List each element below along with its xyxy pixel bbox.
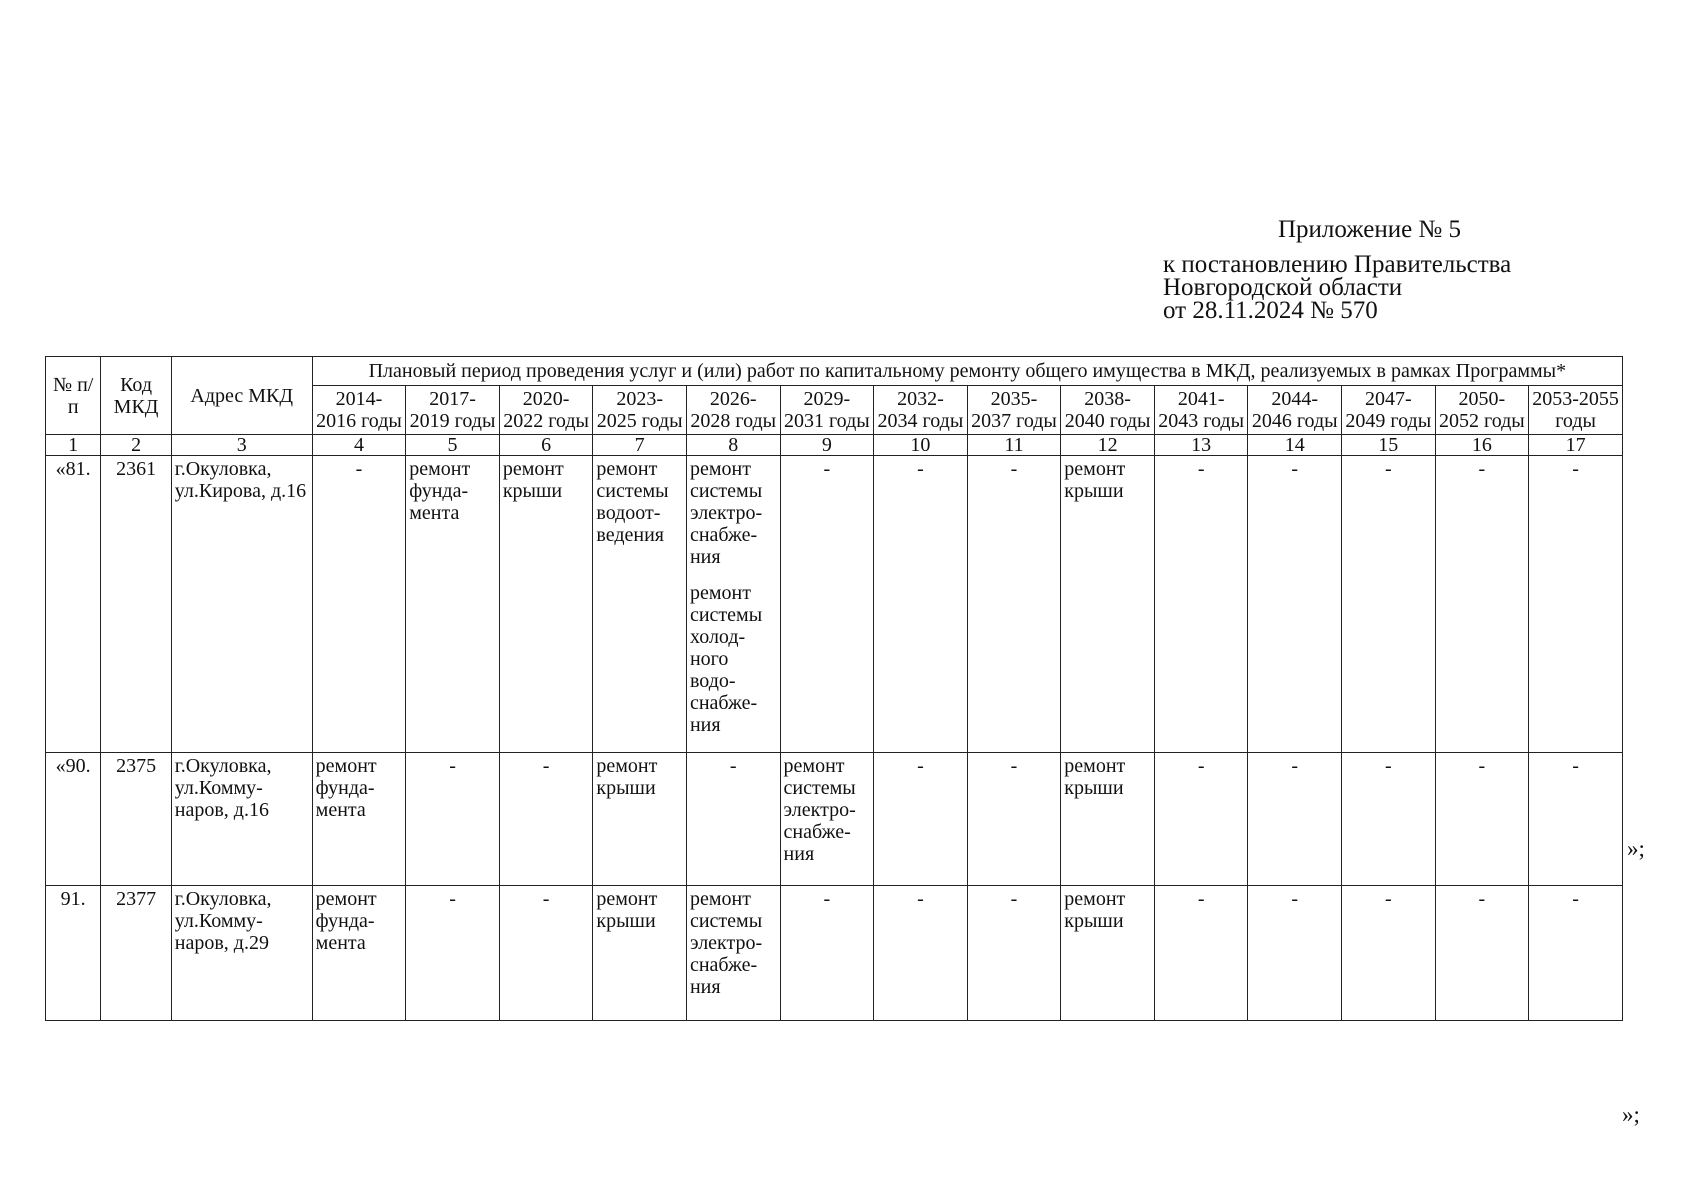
appendix-line-3: от 28.11.2024 № 570 <box>1163 297 1378 324</box>
work-item: ремонт системы холод-ного водо-снабже-ния <box>689 582 763 736</box>
work-cell <box>780 753 874 886</box>
work-item: ремонт фунда-мента <box>315 755 377 821</box>
work-cell <box>1154 753 1248 886</box>
work-cell <box>1154 456 1248 753</box>
work-item: - <box>823 888 831 910</box>
work-cell <box>874 886 968 1021</box>
work-cell <box>874 753 968 886</box>
work-item: - <box>1384 458 1392 480</box>
work-item: - <box>542 888 550 910</box>
closing-quote-1: »; <box>1627 836 1645 861</box>
work-item: - <box>917 755 924 777</box>
column-number: 13 <box>1154 435 1248 456</box>
work-item: ремонт фунда-мента <box>315 888 377 954</box>
work-cell <box>1248 753 1342 886</box>
mkd-address: г.Окуловка, ул.Комму-наров, д.29 <box>171 886 312 1021</box>
period-header: 2020-2022 годы <box>499 386 593 435</box>
work-cell <box>967 456 1061 753</box>
table-row <box>46 753 1623 886</box>
work-item: - <box>1010 755 1018 777</box>
column-number: 17 <box>1529 435 1623 456</box>
work-item: - <box>729 755 737 777</box>
work-cell <box>1061 456 1155 753</box>
appendix-title: Приложение № 5 <box>1278 216 1462 243</box>
mkd-code: 2361 <box>101 456 171 753</box>
header-row-1 <box>46 357 1623 386</box>
work-item: - <box>1197 888 1205 910</box>
mkd-code: 2377 <box>101 886 171 1021</box>
work-item: - <box>1384 888 1392 910</box>
period-header: 2032-2034 годы <box>874 386 968 435</box>
period-header: 2050-2052 годы <box>1435 386 1529 435</box>
column-number: 10 <box>874 435 968 456</box>
appendix-header <box>1163 218 1633 322</box>
work-item: - <box>1197 755 1205 777</box>
work-cell <box>686 886 780 1021</box>
period-header: 2026-2028 годы <box>686 386 780 435</box>
work-cell <box>1435 753 1529 886</box>
mkd-address: г.Окуловка, ул.Комму-наров, д.16 <box>171 753 312 886</box>
work-item: - <box>1384 755 1392 777</box>
column-number: 12 <box>1061 435 1155 456</box>
col-num-header: № п/п <box>46 357 101 435</box>
column-number: 6 <box>499 435 593 456</box>
period-header: 2029-2031 годы <box>780 386 874 435</box>
work-cell <box>1529 753 1623 886</box>
work-item: - <box>1291 458 1299 480</box>
period-header: 2014-2016 годы <box>312 386 406 435</box>
period-header: 2017-2019 годы <box>406 386 500 435</box>
work-cell <box>1435 456 1529 753</box>
mkd-code: 2375 <box>101 753 171 886</box>
work-cell <box>1154 886 1248 1021</box>
work-item: - <box>1478 888 1486 910</box>
work-cell <box>1248 886 1342 1021</box>
work-cell <box>406 886 500 1021</box>
work-item: ремонт крыши <box>1064 458 1126 502</box>
row-number: «81. <box>46 456 101 753</box>
work-cell <box>874 456 968 753</box>
work-item: - <box>449 888 456 910</box>
work-cell <box>686 456 780 753</box>
work-cell <box>406 753 500 886</box>
period-header: 2044-2046 годы <box>1248 386 1342 435</box>
table-row <box>46 456 1623 753</box>
work-cell <box>593 886 687 1021</box>
column-number: 16 <box>1435 435 1529 456</box>
capital-repair-table <box>45 356 1623 1021</box>
row-number: 91. <box>46 886 101 1021</box>
work-cell <box>593 456 687 753</box>
work-item: - <box>1478 458 1486 480</box>
period-title-header: Плановый период проведения услуг и (или) работ по капитальному ремонту общего имущества в МКД, реализуемых в рамках Программы* <box>312 357 1622 386</box>
work-item: ремонт системы электро-снабже-ния <box>783 755 856 865</box>
appendix-line-1: к постановлению Правительства <box>1163 251 1512 278</box>
work-item: ремонт крыши <box>1064 755 1126 799</box>
work-item: ремонт крыши <box>596 755 658 799</box>
period-header: 2035-2037 годы <box>967 386 1061 435</box>
work-cell <box>499 886 593 1021</box>
work-cell <box>1342 456 1436 753</box>
work-item: - <box>917 888 924 910</box>
period-header: 2053-2055 годы <box>1529 386 1623 435</box>
work-item: ремонт системы водоот-ведения <box>596 458 669 546</box>
work-cell <box>1342 886 1436 1021</box>
column-number: 3 <box>171 435 312 456</box>
work-cell <box>1061 753 1155 886</box>
column-number: 11 <box>967 435 1061 456</box>
work-item: - <box>1010 458 1018 480</box>
work-cell <box>686 753 780 886</box>
work-item: - <box>1291 755 1299 777</box>
work-item: - <box>1572 888 1579 910</box>
col-address-header: Адрес МКД <box>171 357 312 435</box>
work-cell <box>499 753 593 886</box>
work-cell <box>1248 456 1342 753</box>
work-cell <box>1435 886 1529 1021</box>
work-item: - <box>355 458 363 480</box>
work-cell <box>312 886 406 1021</box>
column-number: 2 <box>101 435 171 456</box>
appendix-line-2: Новгородской области <box>1163 274 1403 301</box>
work-item: - <box>1572 755 1579 777</box>
column-number: 9 <box>780 435 874 456</box>
work-item: - <box>1478 755 1486 777</box>
column-number: 4 <box>312 435 406 456</box>
column-number: 15 <box>1342 435 1436 456</box>
work-item: - <box>542 755 550 777</box>
work-item: ремонт системы электро-снабже-ния <box>689 458 763 568</box>
column-number: 1 <box>46 435 101 456</box>
work-item: - <box>1291 888 1299 910</box>
work-cell <box>1529 456 1623 753</box>
period-header: 2047-2049 годы <box>1342 386 1436 435</box>
period-header: 2023-2025 годы <box>593 386 687 435</box>
work-item: ремонт крыши <box>502 458 564 502</box>
work-item: ремонт крыши <box>1064 888 1126 932</box>
col-code-header: Код МКД <box>101 357 171 435</box>
work-cell <box>593 753 687 886</box>
work-item: ремонт крыши <box>596 888 658 932</box>
work-item: - <box>449 755 456 777</box>
work-cell <box>967 753 1061 886</box>
work-item: - <box>823 458 831 480</box>
work-item: - <box>1197 458 1205 480</box>
work-cell <box>780 886 874 1021</box>
work-cell <box>967 886 1061 1021</box>
work-cell <box>1529 886 1623 1021</box>
row-number: «90. <box>46 753 101 886</box>
column-number: 7 <box>593 435 687 456</box>
column-numbers-row <box>46 435 1623 456</box>
mkd-address: г.Окуловка, ул.Кирова, д.16 <box>171 456 312 753</box>
table-row <box>46 886 1623 1021</box>
work-cell <box>780 456 874 753</box>
work-cell <box>1342 753 1436 886</box>
column-number: 14 <box>1248 435 1342 456</box>
work-cell <box>499 456 593 753</box>
work-cell <box>406 456 500 753</box>
work-item: ремонт системы электро-снабже-ния <box>689 888 763 998</box>
work-item: ремонт фунда-мента <box>409 458 471 524</box>
period-header: 2038-2040 годы <box>1061 386 1155 435</box>
work-cell <box>312 456 406 753</box>
table-body <box>46 456 1623 1021</box>
column-number: 5 <box>406 435 500 456</box>
period-header: 2041-2043 годы <box>1154 386 1248 435</box>
work-item: - <box>1010 888 1018 910</box>
closing-quote-2: »; <box>1622 1102 1640 1127</box>
work-cell <box>1061 886 1155 1021</box>
work-item: - <box>1572 458 1579 480</box>
column-number: 8 <box>686 435 780 456</box>
work-cell <box>312 753 406 886</box>
work-item: - <box>917 458 924 480</box>
